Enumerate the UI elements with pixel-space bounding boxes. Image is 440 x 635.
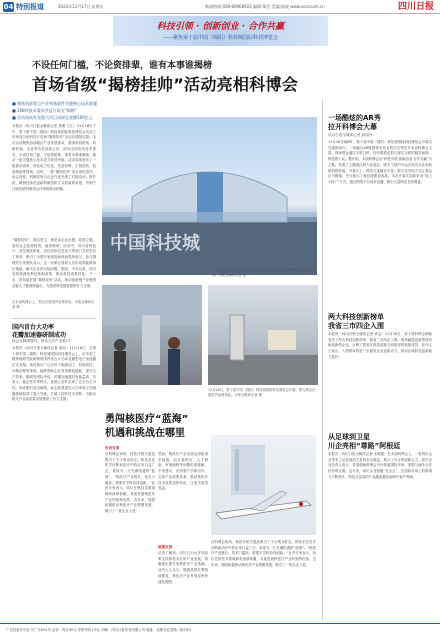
lead-kicker: 不设任何门槛，不论资排辈，谁有本事谁揭榜 (32, 61, 213, 71)
right-story1-body: 11月16日晚8时，第十届中国（绵阳）科技城国际科技博览会开幕式在绵阳举行。一场融合AR增强现实技术的灯光秀拉开本届科博会大幕。现场观众通过手机扫码，即可观看虚拟与现实交织的精彩画面，科技感十足。据介绍，本届科博会以“科技引领·创新创业·合作共赢”为主题，设置了主题展区和专业展区，吸引了国内外众多知名企业和科研机构参展。开幕式上，科技元素随处可见，数字化呈现方式让观众目不暇接，充分展示了科技城建设成果。本次开幕式创新采用“线上+线下”方式，通过网络平台同步直播，吸引大量网友在线观看。 (328, 140, 432, 184)
visitors-illustration (102, 285, 202, 385)
banner-title: 科技引领 · 创新创业 · 合作共赢 (156, 22, 285, 32)
photo2-caption: 11月16日，第十届中国（绵阳）科技城国际科技博览会开幕。图为观众在展馆内参观体验。本报全媒体记者 摄 (208, 388, 316, 397)
topic-banner (113, 16, 328, 46)
feature-col-1: 在科博会现场，核医疗相关展品吸引了不少观众驻足。核技术在医学诊断和治疗中的应用日益广泛，被视为一片充满机遇的“蓝海”。“核医疗产业链长、技术门槛高，需要多学科协同创新。”业内专家表示，四川在核技术领域拥有深厚积累，具备发展核医疗产业的独特优势。近年来，绵阳积极推动核医疗产业集聚发展，吸引了一批企业入驻。 (105, 452, 155, 514)
aircraft-model-photo (211, 435, 316, 535)
story2-subhead: 助企业降碳增效，推动光伏产业链CT (12, 339, 71, 343)
page-footer (0, 623, 440, 635)
newspaper-logo: 四川日报 (397, 2, 434, 12)
lead-bullet-3: ■ 活动现场发布重大项目成果总金额500亿元 (12, 115, 93, 120)
lead-body-col1: 本报讯（四川日报全媒体记者 燕瑾 王江）11月16日下午，第十届中国（绵阳）科技城国际科技博览会活动之首场四川省科技厅首场“揭榜挂帅”活动在绵阳启幕。本次活动聚焦西部地区产业发展需求，邀请高校院所、科研机构、企业等各类创新主体，面向全国发布技术需求，不设任何门槛，不论资排辈，谁有本事谁揭榜，推动一批关键核心技术攻关取得突破。活动现场发布了一批需求清单，涉及电子信息、先进材料、生物医药、装备制造等领域。同时，一批“揭榜挂帅”项目现场签约，参会高校、科研院所与企业代表开展了对接洽谈。据介绍，揭榜挂帅是创新科研组织方式的重要举措，有利于打破传统科研项目评审的路径依赖。 (12, 124, 96, 191)
issue-date: 2023年11月17日 星期五 (58, 4, 104, 9)
svg-text:中国科技城: 中国科技城 (110, 233, 200, 254)
footer-text: 广告经营许可证 川广字001号 定价：每月30元 零售每份1.5元 印刷：四川日报印务有限公司 地址：成都市红星路二段70号 (6, 628, 192, 632)
feature-col-3: 记者了解到，四川已出台多项政策支持核技术应用产业发展，明确提出要打造核医疗产业高地。业内人士认为，随着政策红利持续释放，核医疗产业有望迎来快速发展期。 (158, 551, 208, 584)
right-story3-headline-1: 从足球到卫星 (328, 433, 370, 441)
photo1-caption: 11月16日，观众在第十届中国（绵阳）科技城国际科技博览会展馆外参观。本报全媒体记者 摄 (212, 268, 316, 277)
right-story2-body: 本报讯（四川日报全媒体记者 高志）11月16日，第十届科博会期间发布了两大科技创新榜单，我省三市四企入围。榜单涵盖创新型城市和创新型企业，反映了我省在科技创新方面取得的积极成效。业内人士表示，入围榜单将进一步激发企业创新活力，推动区域科技创新能力提升。 (328, 332, 432, 359)
feature-col-4: 在科博会现场，核医疗相关展品吸引了不少观众驻足。核技术在医学诊断和治疗中的应用日益广泛，被视为一片充满机遇的“蓝海”。“核医疗产业链长、技术门槛高，需要多学科协同创新。”业内专家表示，四川在核技术领域拥有深厚积累，具备发展核医疗产业的独特优势。近年来，绵阳积极推动核医疗产业集聚发展，吸引了一批企业入驻。 (211, 540, 316, 567)
right-story3-headline-2: 川企亮相“尊路”阿根廷 (328, 442, 401, 450)
lead-bullet-1: ■ 聚焦西部重点产业和基础性关键核心技术难题 (12, 101, 98, 106)
right-story1-byline: 四川日报全媒体记者 邱丽丹 (328, 133, 373, 137)
section-title: 特别报道 (16, 3, 44, 11)
left-caption: 在本届科博会上，观众在展馆内参观体验。本报全媒体记者 摄 (12, 300, 95, 309)
feature-headline-1: 勇闯核医疗“蓝海” (105, 414, 189, 425)
right-story2-headline-1: 两大科技创新榜单 (328, 313, 384, 321)
right-story3-body: 本报讯（四川日报全媒体记者 史晓露）在本届科博会上，一批四川企业带来了从足球到卫星的多元展品，展示了川企的创新实力。相关企业负责人表示，希望借助科博会平台拓展国际市场，加强与海外合作伙伴的交流。近年来，四川企业积极“走出去”，在国际市场上的影响力不断提升，科技含量高的产品越来越受到海外客户青睐。 (328, 452, 432, 479)
lead-bullet-2: ■ 308项技术需求共征订成交“揭榜” (12, 108, 77, 113)
model-illustration (208, 285, 318, 385)
page-number: 04 (3, 3, 14, 11)
banner-subtitle: ——聚焦第十届中国（绵阳）科技城国际科技博览会 (162, 35, 278, 41)
feature-headline-2: 机遇和挑战在哪里 (105, 428, 185, 439)
page-header (0, 0, 440, 14)
feature-col-2: 然而，核医疗产业发展也面临诸多挑战。同位素供应、人才储备、审批流程等问题仍需破解。专家建议，应加强产学研合作，完善产业政策体系，推动核医疗技术成果加快转化，让更多患者受益。 (158, 452, 208, 491)
lead-headline: 首场省级“揭榜挂帅”活动亮相科博会 (32, 75, 299, 94)
story2-body: 本报讯（四川日报全媒体记者 黄河）11月16日，在第十届中国（绵阳）科技城国际科技博览会上，由中国工程物理研究院研制的国内首台大功率花瓣型电子加速器正式亮相。该设备可广泛应用于辐照加工、材料改性、环保治理等领域，能够帮助企业有效降低能耗，提升生产效率。据研发团队介绍，花瓣加速器具有能量高、功率大、稳定性好等特点，其核心部件实现了完全自主可控。该成果的成功研制，标志着我国在大功率电子加速器领域取得了重大突破，打破了国外技术垄断，为推动相关产业高质量发展提供了有力支撑。 (12, 346, 96, 402)
exhibition-visitors-photo (102, 285, 202, 385)
expo-building-photo (102, 117, 317, 275)
story2-headline-1: 国内首台大功率 (12, 324, 55, 331)
expo-building-illustration (102, 117, 317, 275)
right-story1-headline-1: 一场酷炫的AR秀 (328, 114, 381, 122)
story2-headline-2: 花瓣加速器研制成功 (12, 332, 67, 339)
divider (12, 318, 96, 319)
right-story1-headline-2: 拉开科博会大幕 (328, 123, 377, 131)
aircraft-illustration (211, 435, 316, 535)
feature-sub-1: 专访专家 (105, 446, 120, 450)
contact-line: 新闻热线:028-86968922 编辑:郑芸 美编:杨波 www.scol.com.cn (205, 4, 325, 9)
column-divider (322, 100, 323, 620)
right-story2-headline-2: 我省三市四企入围 (328, 322, 384, 330)
lead-body-col2: “揭榜挂帅”，顾名思义，就是由企业出题，政府立题，面向社会张榜招贤，能者揭榜。活动中，四川省科技厅、省发展改革委、省经济和信息化厅等部门共同发布了榜单，吸引了全国多家高校和科研院所参与。参与揭榜的专家团队表示，这一机制让科研人员的成果能够真正落地，解决企业的实际问题。据悉，今年以来，四川省持续深化科技体制改革，推动科技成果转化。下一步，将持续开展“揭榜挂帅”活动，推动创新链产业链资金链人才链深度融合，为建设科技强省提供有力支撑。 (12, 238, 96, 288)
exhibit-model-photo (208, 285, 318, 385)
feature-sub-2: 政策支持 (158, 545, 173, 549)
